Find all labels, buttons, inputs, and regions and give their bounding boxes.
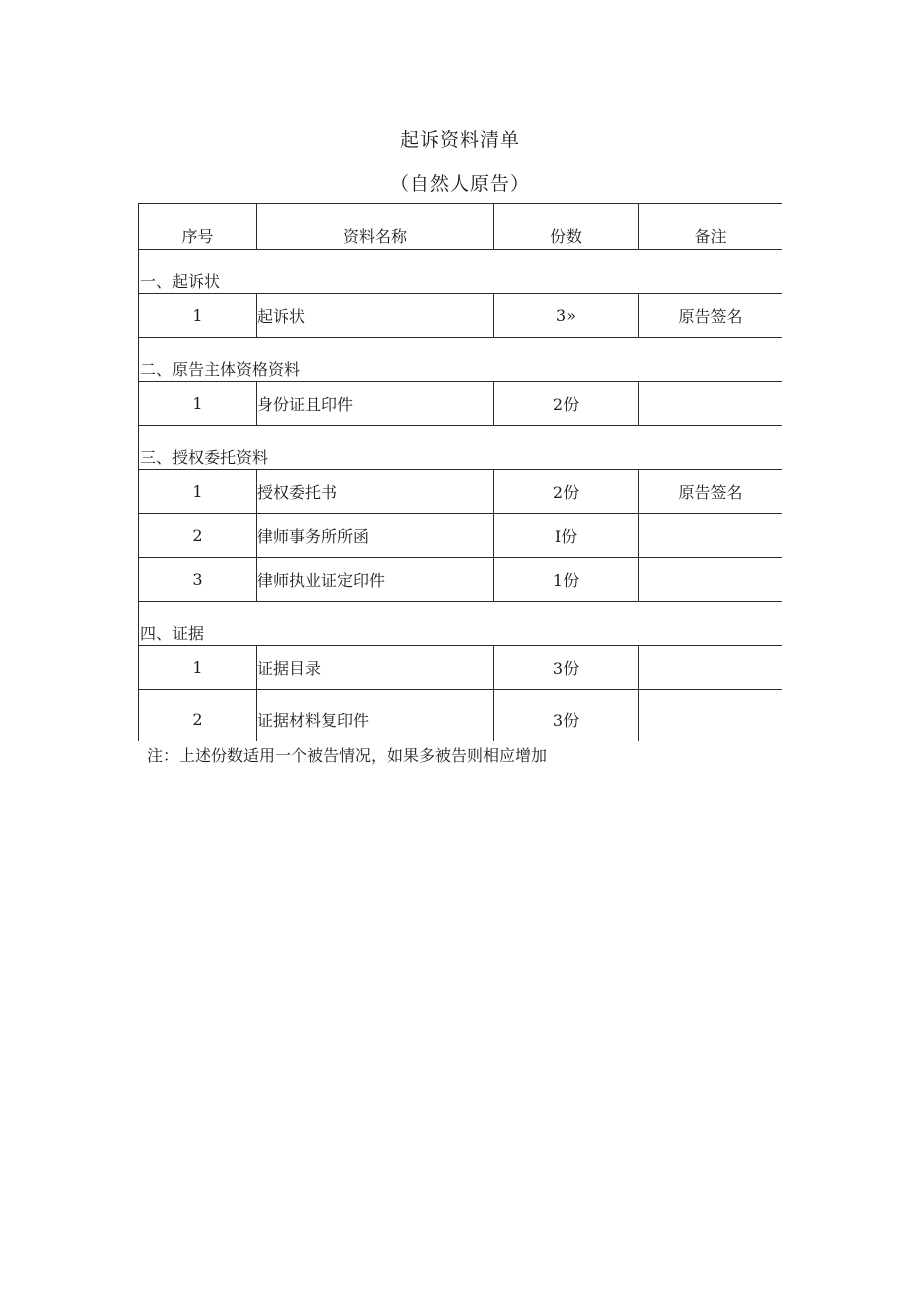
item-name: 证据材料复印件 [257,690,494,742]
item-seq: 3 [139,558,257,602]
item-remark: 原告签名 [639,470,783,514]
item-name: 律师事务所所函 [257,514,494,558]
item-seq: 1 [139,646,257,690]
section-row-evidence [139,602,783,646]
table-row [139,690,783,742]
section-heading: 三、授权委托资料 [139,426,783,470]
item-name: 身份证且印件 [257,382,494,426]
table-row [139,470,783,514]
header-seq: 序号 [139,204,257,250]
item-remark [639,646,783,690]
item-copies: 2份 [494,470,639,514]
item-seq: 1 [139,294,257,338]
section-row-plaintiff-qualification [139,338,783,382]
item-seq: 2 [139,514,257,558]
item-copies: 3份 [494,646,639,690]
item-remark [639,382,783,426]
header-copies: 份数 [494,204,639,250]
item-remark [639,514,783,558]
item-name: 授权委托书 [257,470,494,514]
item-remark [639,558,783,602]
table-row [139,514,783,558]
item-copies: 2份 [494,382,639,426]
item-seq: 1 [139,470,257,514]
document-subtitle: （自然人原告） [389,173,530,195]
item-name: 律师执业证定印件 [257,558,494,602]
document-title: 起诉资料清单 [399,129,520,151]
item-seq: 1 [139,382,257,426]
item-copies: 3» [494,294,639,338]
table-row [139,382,783,426]
item-seq: 2 [139,690,257,742]
table-row [139,294,783,338]
item-remark [639,690,783,742]
item-copies: 3份 [494,690,639,742]
header-name: 资料名称 [257,204,494,250]
section-heading: 一、起诉状 [139,250,783,294]
section-heading: 二、原告主体资格资料 [139,338,783,382]
section-row-complaint [139,250,783,294]
item-name: 证据目录 [257,646,494,690]
item-name: 起诉状 [257,294,494,338]
item-remark: 原告签名 [639,294,783,338]
table-row [139,558,783,602]
table-header-row [139,204,783,250]
section-heading: 四、证据 [139,602,783,646]
footnote: 注：上述份数适用一个被告情况，如果多被告则相应增加 [147,746,548,765]
materials-table [138,203,782,741]
item-copies: 1份 [494,558,639,602]
materials-table-container [138,203,782,741]
table-row [139,646,783,690]
header-remark: 备注 [639,204,783,250]
item-copies: I份 [494,514,639,558]
section-row-authorization [139,426,783,470]
